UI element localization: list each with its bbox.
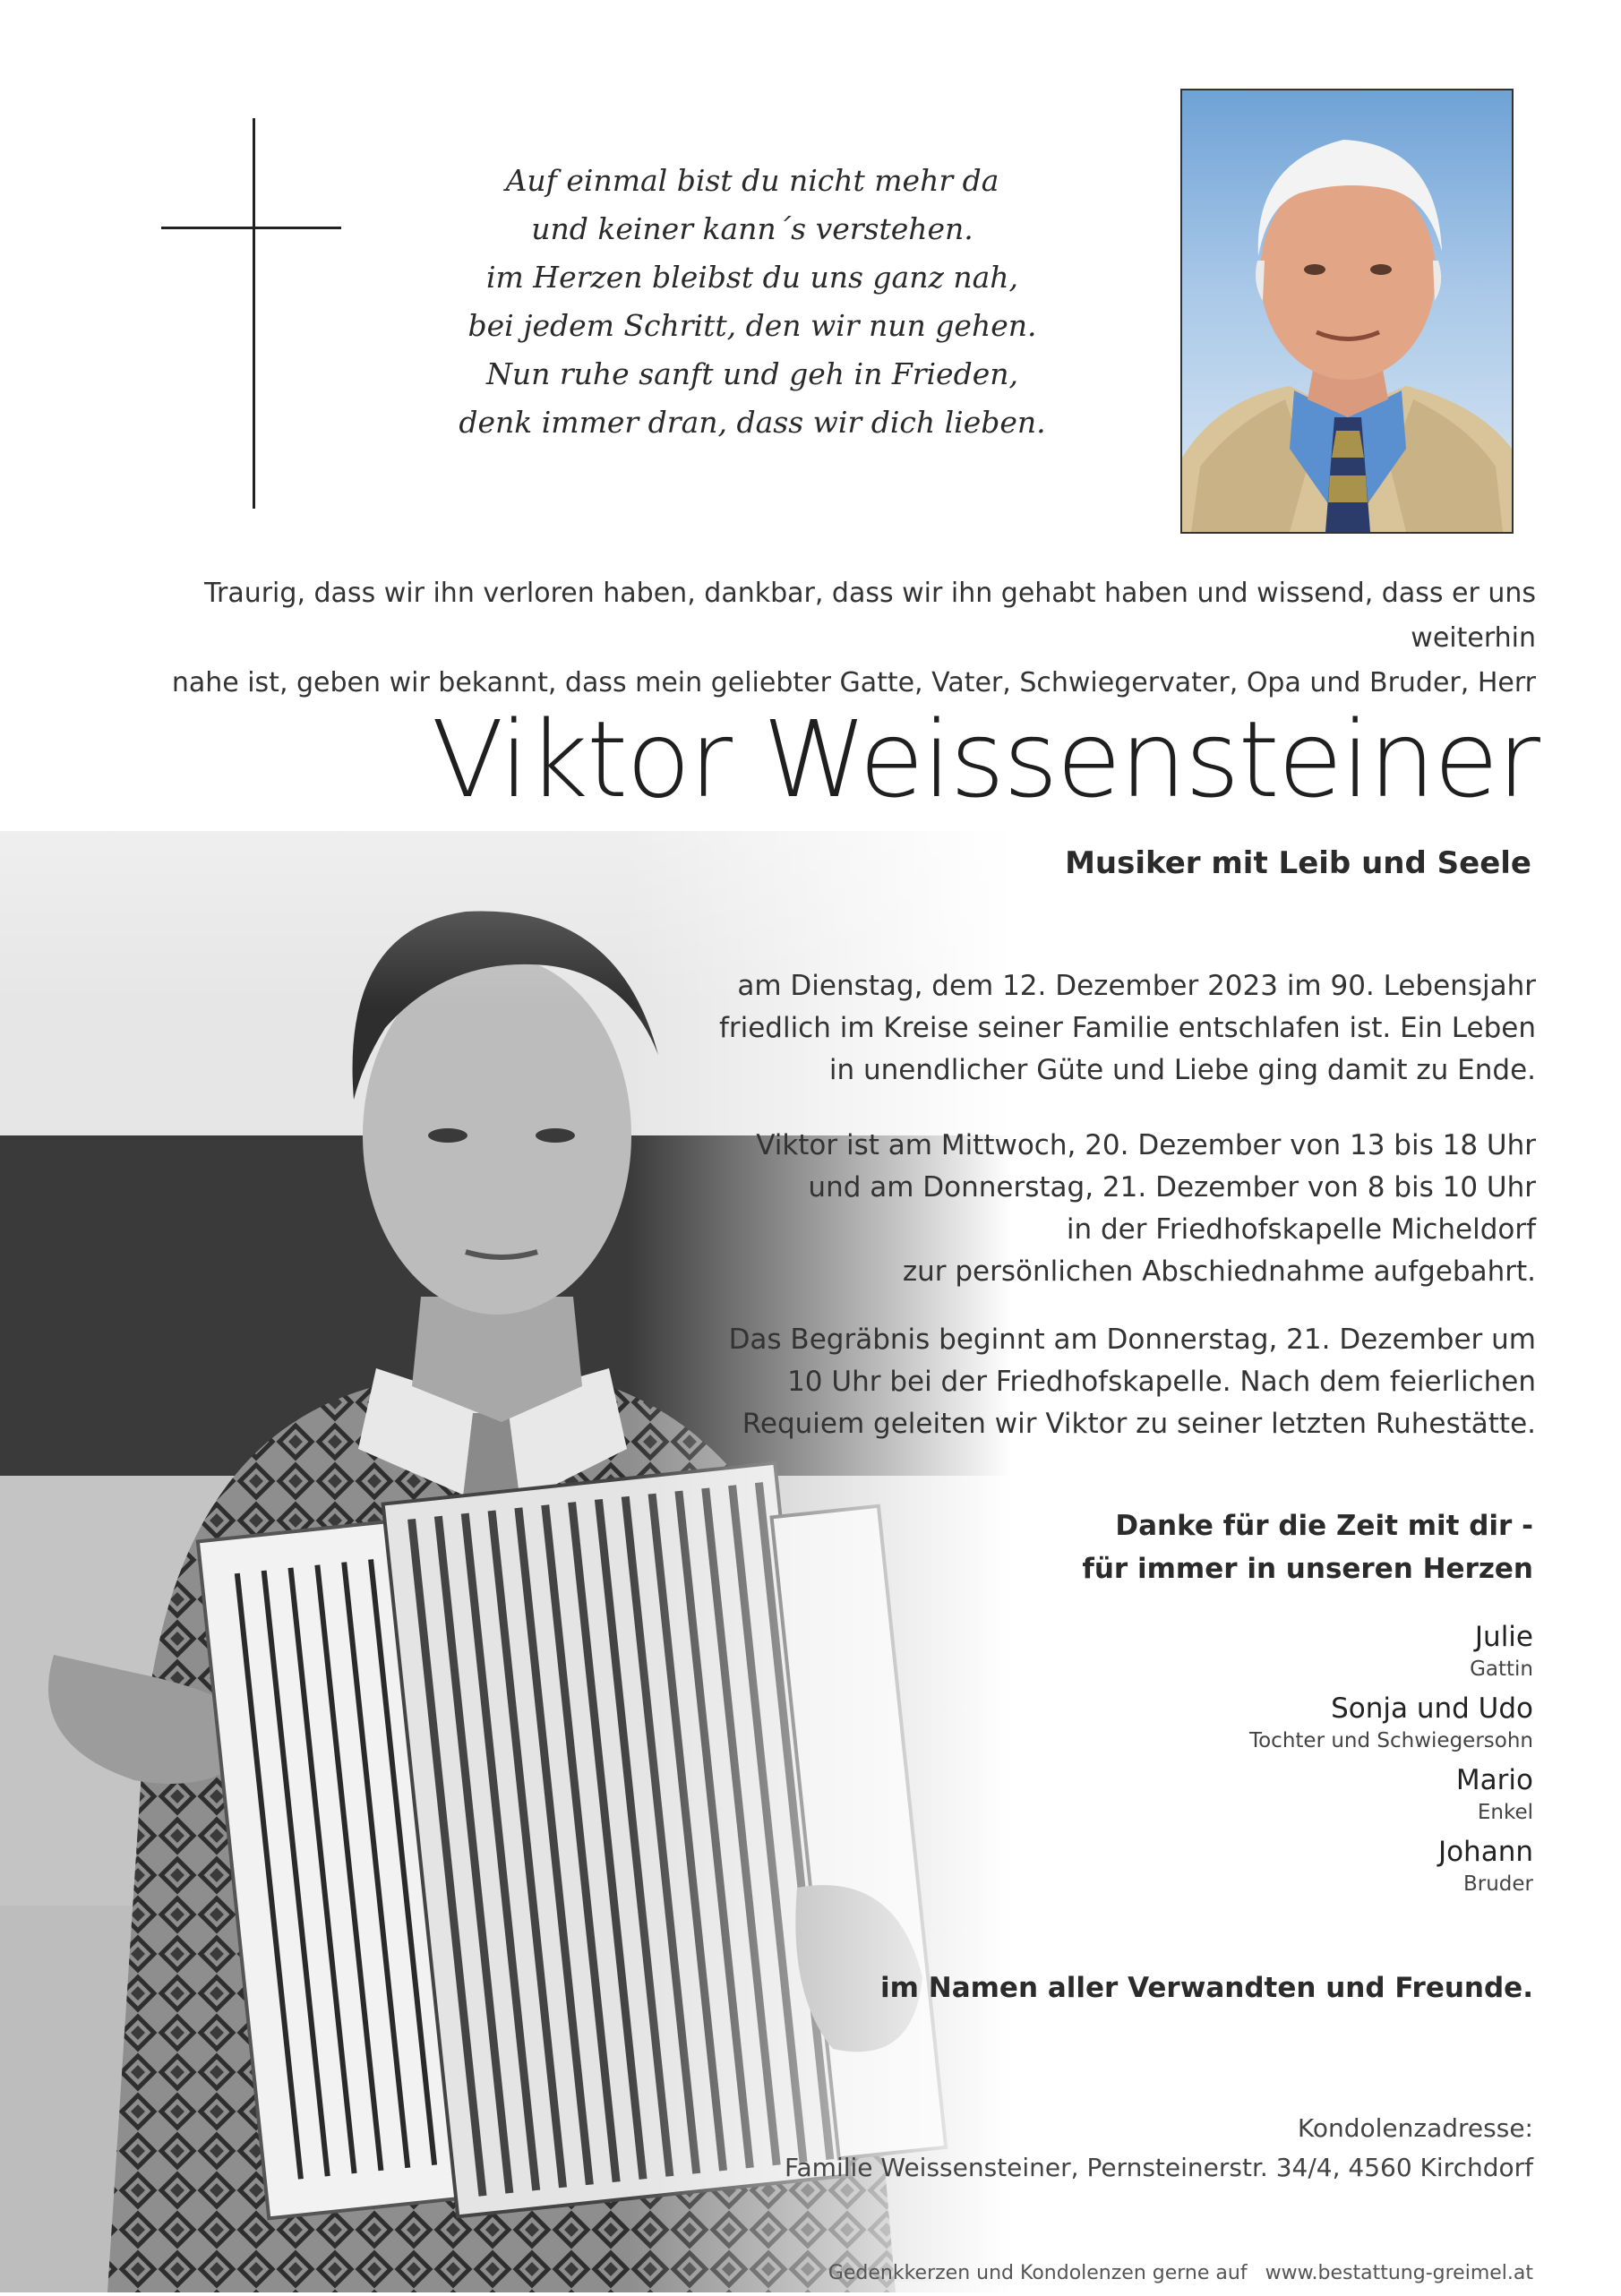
cross-icon-horizontal [161,227,341,229]
text-line: zur persönlichen Abschiednahme aufgebahrt. [902,1255,1536,1288]
text-line: 10 Uhr bei der Friedhofskapelle. Nach dem feierlichen [787,1366,1536,1398]
text-line: friedlich im Kreise seiner Familie entschlafen ist. Ein Leben [718,1012,1536,1044]
mourner-item [985,1834,1533,1898]
thanks-line: Danke für die Zeit mit dir - [1115,1510,1533,1542]
text-line: und am Donnerstag, 21. Dezember von 8 bis 10 Uhr [808,1171,1536,1204]
cross-icon-vertical [253,118,255,509]
intro-text [107,571,1536,706]
intro-line: Traurig, dass wir ihn verloren haben, dankbar, dass wir ihn gehabt haben und wissend, dass er uns weiterhin [204,578,1536,654]
mourner-relation: Gattin [1470,1658,1533,1681]
mourner-name: Johann [1437,1836,1533,1868]
deceased-subtitle: Musiker mit Leib und Seele [1065,845,1531,881]
poem-line: denk immer dran, dass wir dich lieben. [459,405,1046,440]
intro-line: nahe ist, geben wir bekannt, dass mein geliebter Gatte, Vater, Schwiegervater, Opa und Bruder, Herr [171,667,1536,698]
text-line: in unendlicher Güte und Liebe ging damit zu Ende. [828,1054,1536,1086]
mourner-name: Mario [1455,1764,1533,1796]
poem [439,157,1066,447]
mourner-relation: Enkel [1477,1801,1533,1824]
thanks-line: für immer in unseren Herzen [1082,1553,1533,1585]
death-notice-paragraph [645,965,1536,1092]
mourner-name: Julie [1474,1621,1533,1653]
mourner-item [985,1691,1533,1755]
footer-text: Gedenkkerzen und Kondolenzen gerne auf [828,2262,1248,2284]
mourner-relation: Tochter und Schwiegersohn [1248,1729,1533,1752]
mourner-name: Sonja und Udo [1331,1692,1533,1725]
mourners-list [985,1619,1533,1906]
viewing-paragraph [645,1125,1536,1293]
text-line: in der Friedhofskapelle Micheldorf [1066,1213,1536,1246]
address-label: Kondolenzadresse: [1297,2113,1533,2143]
poem-line: bei jedem Schritt, den wir nun gehen. [467,308,1037,343]
poem-line: Nun ruhe sanft und geh in Frieden, [486,356,1018,391]
condolence-address [716,2109,1533,2188]
poem-line: und keiner kann´s verstehen. [531,211,973,246]
closing-line: im Namen aller Verwandten und Freunde. [880,1972,1533,2004]
text-line: am Dienstag, dem 12. Dezember 2023 im 90. Lebensjahr [737,970,1536,1002]
thanks-text [896,1504,1533,1590]
poem-line: im Herzen bleibst du uns ganz nah, [485,260,1019,295]
footer [716,2260,1533,2287]
mourner-item [985,1619,1533,1683]
mourner-relation: Bruder [1462,1872,1533,1896]
poem-line: Auf einmal bist du nicht mehr da [505,163,999,198]
text-line: Requiem geleiten wir Viktor zu seiner letzten Ruhestätte. [742,1408,1536,1440]
footer-link[interactable]: www.bestattung-greimel.at [1265,2262,1533,2284]
mourner-item [985,1762,1533,1827]
address-value: Familie Weissensteiner, Pernsteinerstr. 34/4, 4560 Kirchdorf [784,2153,1533,2182]
text-line: Das Begräbnis beginnt am Donnerstag, 21. Dezember um [728,1324,1536,1356]
deceased-name: Viktor Weissensteiner [431,698,1539,821]
funeral-paragraph [645,1319,1536,1445]
portrait-photo [1180,89,1514,534]
text-line: Viktor ist am Mittwoch, 20. Dezember von 13 bis 18 Uhr [756,1129,1536,1161]
